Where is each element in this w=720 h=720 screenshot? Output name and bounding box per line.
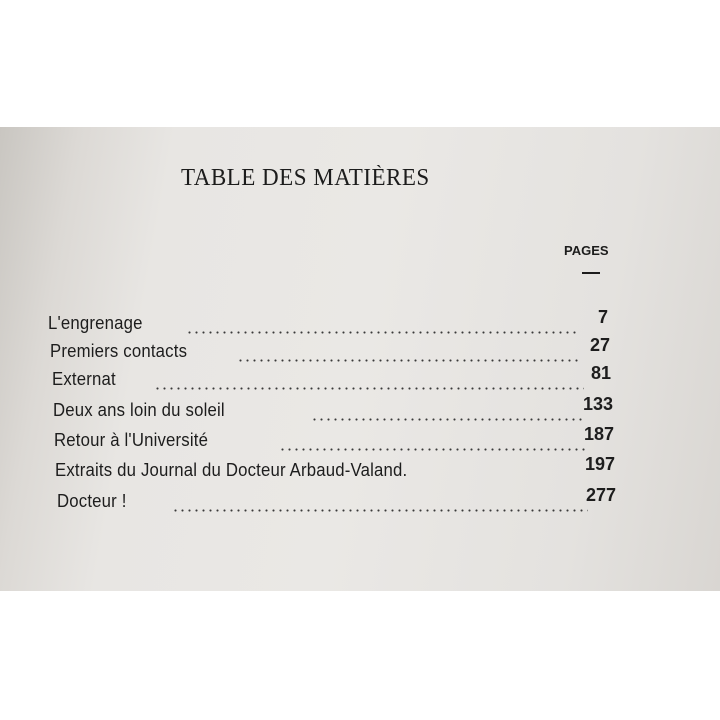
toc-entry [48, 307, 608, 339]
toc-entry-title: Externat [52, 369, 116, 389]
toc-entry [53, 394, 613, 426]
toc-entry-title: Premiers contacts [50, 341, 188, 361]
toc-entry-page: 81 [590, 363, 611, 383]
toc-entry-title: Retour à l'Université [54, 430, 209, 450]
book-page [0, 127, 720, 591]
dot-leader [172, 509, 588, 512]
toc-entry-title: L'engrenage [48, 313, 143, 333]
toc-entry-title: Deux ans loin du soleil [53, 400, 225, 420]
page-title: TABLE DES MATIÈRES [181, 165, 430, 191]
toc-entry [50, 335, 610, 367]
dot-leader [154, 387, 584, 390]
toc-entry [52, 363, 612, 395]
toc-entry [57, 485, 617, 517]
toc-entry-title: Docteur ! [57, 491, 127, 511]
toc-entry-page: 27 [589, 335, 610, 355]
dot-leader [311, 418, 585, 421]
toc-entry-page: 133 [582, 394, 613, 414]
toc-entry-title: Extraits du Journal du Docteur Arbaud-Valand. [55, 460, 408, 480]
pages-header-rule [582, 272, 600, 274]
toc-entry-page: 197 [584, 454, 615, 474]
toc-entry-page: 277 [585, 485, 616, 505]
toc-entry [55, 454, 615, 486]
dot-leader [279, 448, 586, 451]
toc-entry [54, 424, 614, 456]
toc-entry-page: 187 [583, 424, 614, 444]
pages-column-header: PAGES [564, 243, 609, 258]
toc-entry-page: 7 [597, 307, 608, 327]
dot-leader [186, 331, 579, 334]
dot-leader [237, 359, 581, 362]
